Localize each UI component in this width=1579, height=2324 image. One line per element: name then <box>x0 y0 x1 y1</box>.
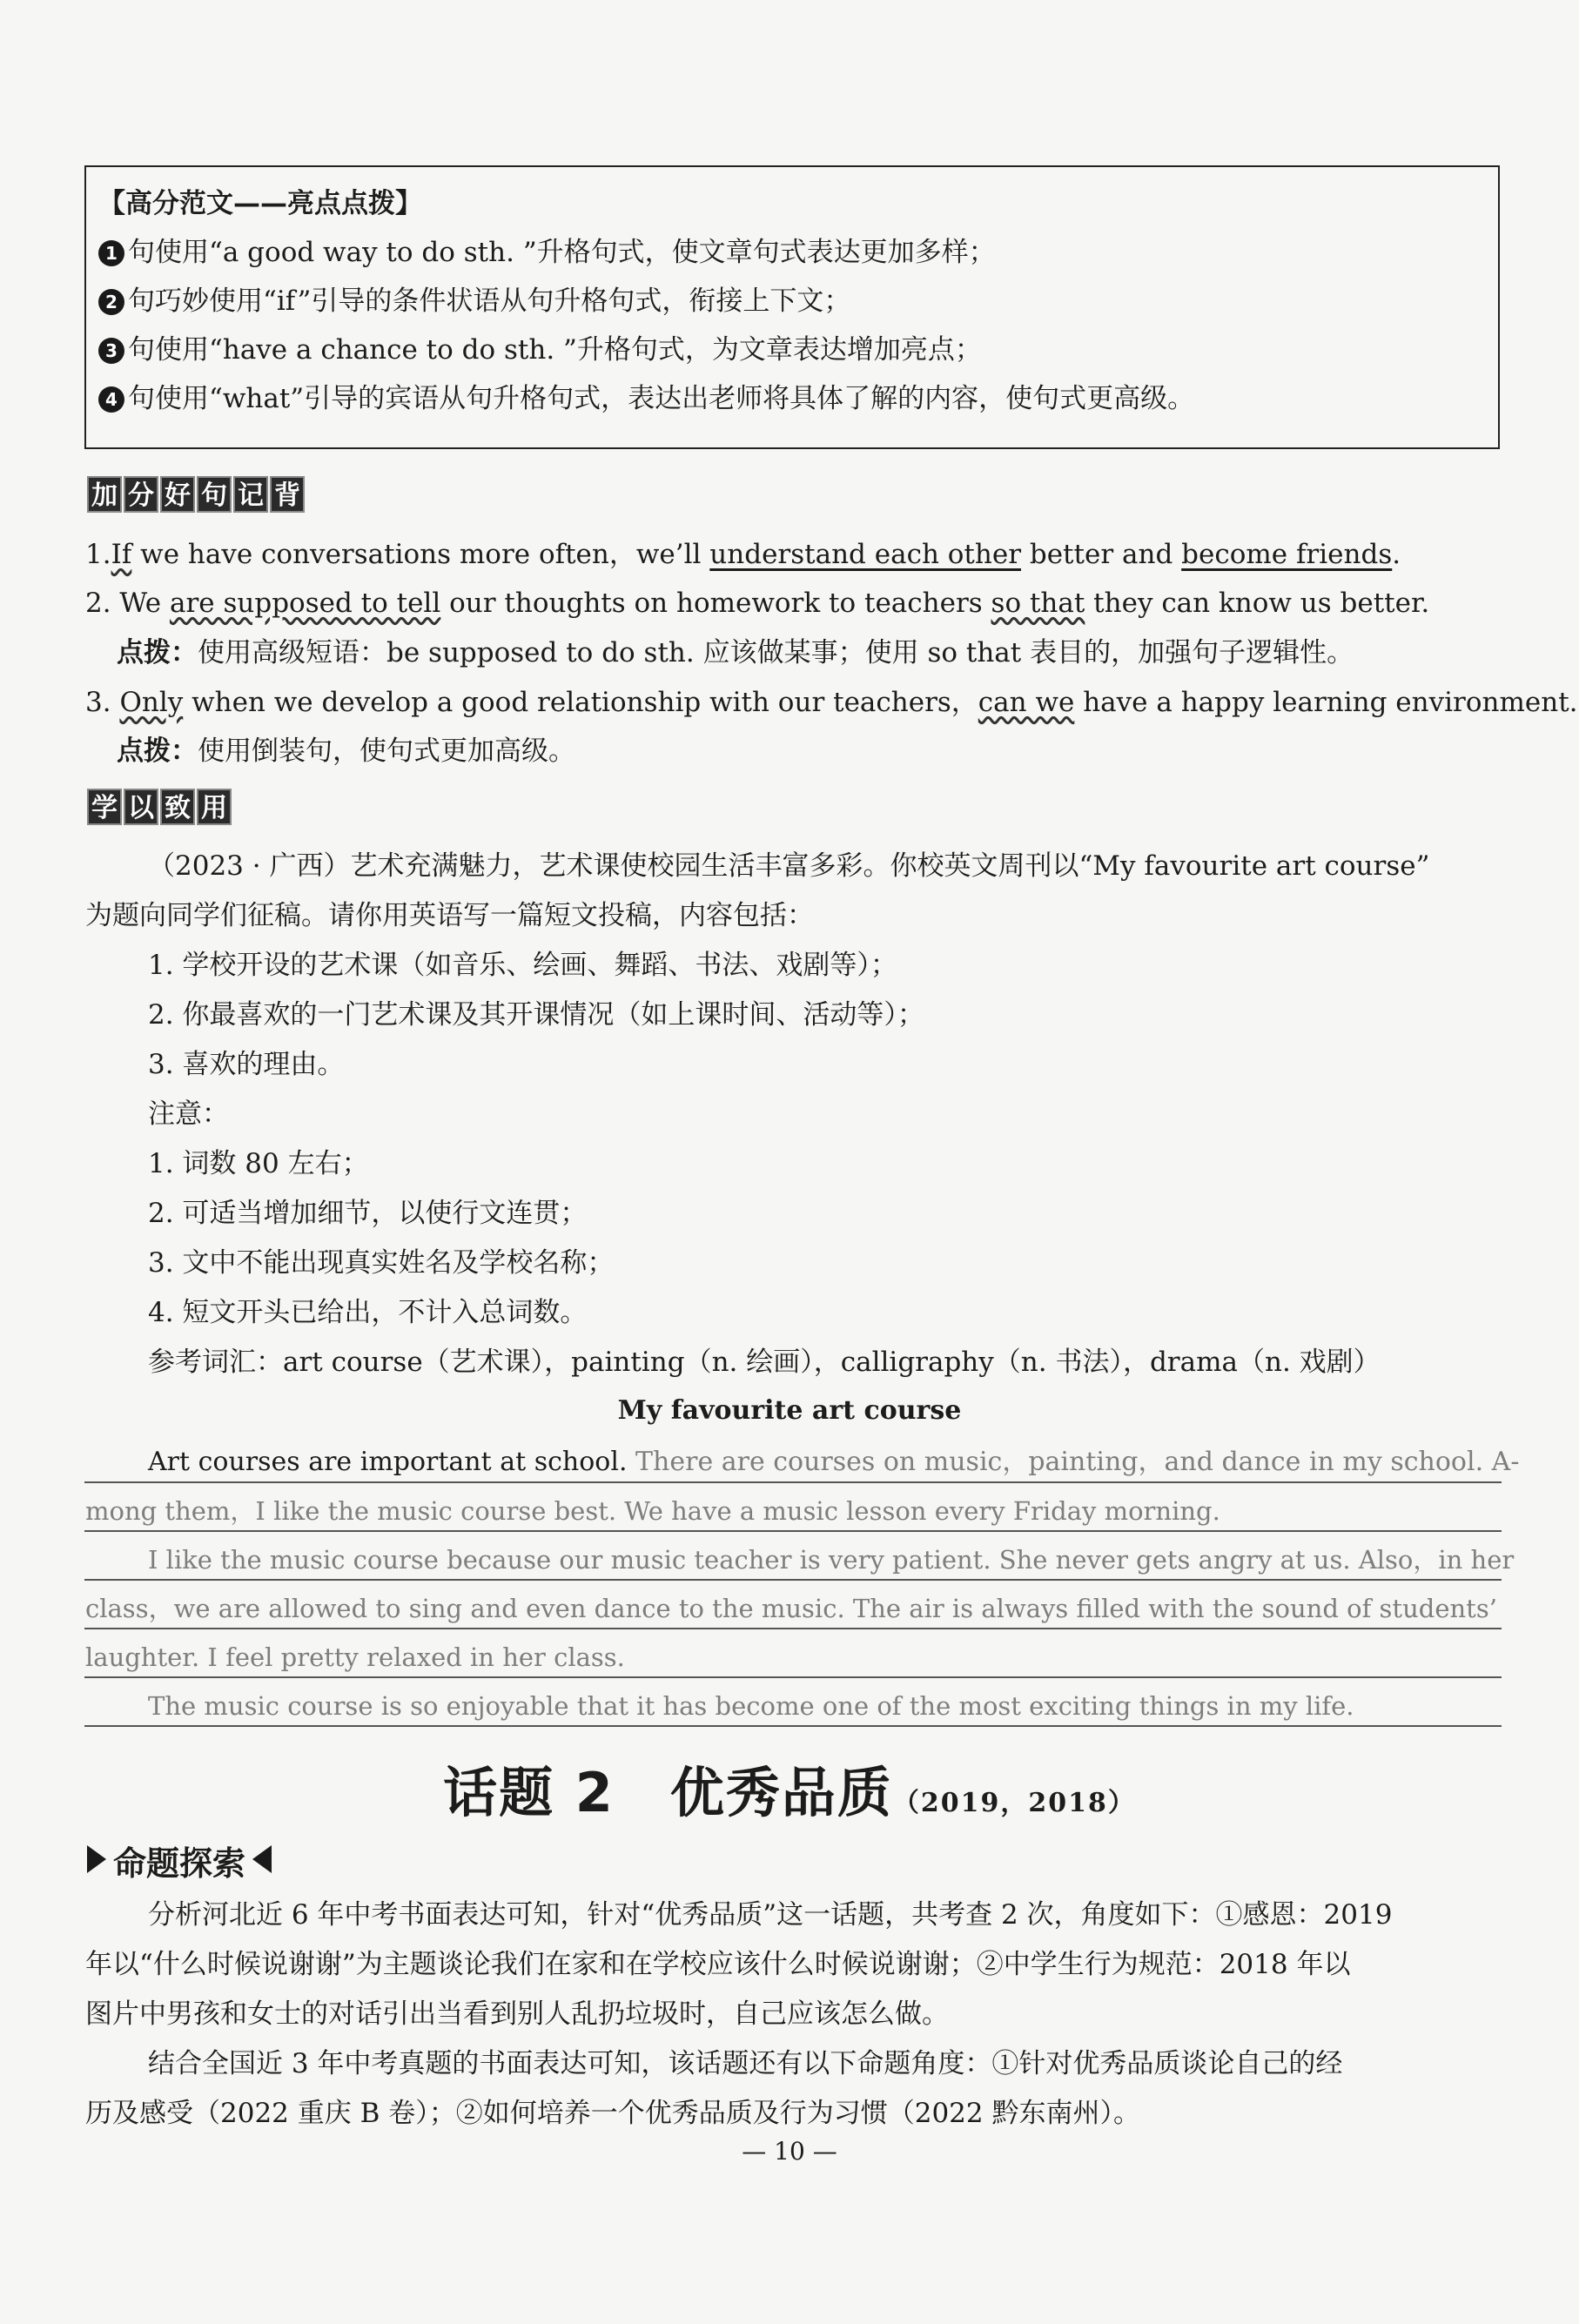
essay-line-4: class，we are allowed to sing and even dance to the music. The air is always filled with the sound of students’ <box>85 1594 1497 1623</box>
explore-paragraph-2-line: 结合全国近 3 年中考真题的书面表达可知，该话题还有以下命题角度：①针对优秀品质谈论自己的经 <box>148 2048 1343 2079</box>
page-number: — 10 — <box>742 2137 837 2166</box>
writing-line <box>84 1628 1502 1629</box>
essay-title: My favourite art course <box>617 1395 962 1426</box>
number-1-icon: 1 <box>98 240 124 266</box>
explore-paragraph-1-line: 年以“什么时候说谢谢”为主题谈论我们在家和在学校应该什么时候说谢谢；②中学生行为规范：2018 年以 <box>85 1949 1351 1980</box>
practice-item: 3. 喜欢的理由。 <box>148 1049 345 1080</box>
topic-title: 话题 2 优秀品质（2019，2018） <box>443 1761 1136 1824</box>
topic-years: （2019，2018） <box>892 1788 1136 1818</box>
explore-paragraph-1-line: 图片中男孩和女士的对话引出当看到别人乱扔垃圾时，自己应该怎么做。 <box>85 1998 949 2030</box>
practice-item: 1. 词数 80 左右； <box>148 1148 369 1179</box>
practice-note-label: 注意： <box>148 1098 229 1130</box>
good-sentence-2-tip: 点拨：使用高级短语：be supposed to do sth. 应该做某事；使用 so that 表目的，加强句子逻辑性。 <box>117 637 1354 668</box>
writing-line <box>84 1579 1502 1581</box>
practice-item: 2. 你最喜欢的一门艺术课及其开课情况（如上课时间、活动等）； <box>148 999 924 1031</box>
essay-line-1: Art courses are important at school. There are courses on music，painting，and dance in my school. A- <box>148 1447 1520 1477</box>
good-sentence-2: 2. We are supposed to tell our thoughts on homework to teachers so that they can know us better. <box>85 588 1430 619</box>
triangle-right-icon <box>87 1845 106 1873</box>
practice-vocab: 参考词汇：art course（艺术课），painting（n. 绘画），calligraphy（n. 书法），drama（n. 戏剧） <box>148 1347 1381 1378</box>
practice-prompt-line-1: （2023 · 广西）艺术充满魅力，艺术课使校园生活丰富多彩。你校英文周刊以“My favourite art course” <box>148 850 1430 882</box>
writing-line <box>84 1725 1502 1727</box>
tip-item-1: 1 句使用“a good way to do sth. ”升格句式，使文章句式表达更加多样； <box>98 235 996 270</box>
good-sentences-header: 加 分 好 句 记 背 <box>87 476 305 513</box>
writing-line <box>84 1530 1502 1532</box>
tip-item-4: 4 句使用“what”引导的宾语从句升格句式，表达出老师将具体了解的内容，使句式更高级。 <box>98 381 1194 416</box>
practice-item: 4. 短文开头已给出，不计入总词数。 <box>148 1297 588 1328</box>
good-sentence-1: 1.If we have conversations more often，we’ll understand each other better and become friends. <box>85 539 1401 570</box>
triangle-left-icon <box>252 1845 272 1873</box>
tip-item-2: 2 句巧妙使用“if”引导的条件状语从句升格句式，衔接上下文； <box>98 284 850 319</box>
practice-item: 1. 学校开设的艺术课（如音乐、绘画、舞蹈、书法、戏剧等）； <box>148 950 897 981</box>
explore-paragraph-2-line: 历及感受（2022 重庆 B 卷）；②如何培养一个优秀品质及行为习惯（2022 黔东南州）。 <box>85 2098 1140 2129</box>
practice-header: 学 以 致 用 <box>87 789 232 825</box>
essay-line-5: laughter. I feel pretty relaxed in her class. <box>85 1642 625 1672</box>
essay-line-6: The music course is so enjoyable that it has become one of the most exciting things in my life. <box>148 1691 1354 1721</box>
practice-item: 2. 可适当增加细节，以使行文连贯； <box>148 1198 588 1229</box>
number-3-icon: 3 <box>98 338 124 364</box>
tip-item-3: 3 句使用“have a chance to do sth. ”升格句式，为文章表达增加亮点； <box>98 332 982 367</box>
number-4-icon: 4 <box>98 386 124 413</box>
writing-line <box>84 1481 1502 1483</box>
practice-prompt-line-2: 为题向同学们征稿。请你用英语写一篇短文投稿，内容包括： <box>85 900 814 931</box>
good-sentence-3: 3. Only when we develop a good relationship with our teachers，can we have a happy learning environment. <box>85 687 1578 718</box>
essay-line-3: I like the music course because our music teacher is very patient. She never gets angry at us. Also，in her <box>148 1545 1515 1575</box>
good-sentence-3-tip: 点拨：使用倒装句，使句式更加高级。 <box>117 735 575 767</box>
writing-line <box>84 1676 1502 1678</box>
tips-title: 【高分范文——亮点点拨】 <box>98 188 422 219</box>
highlight-tips-box <box>84 165 1500 449</box>
practice-item: 3. 文中不能出现真实姓名及学校名称； <box>148 1247 615 1279</box>
explore-paragraph-1-line: 分析河北近 6 年中考书面表达可知，针对“优秀品质”这一话题，共考查 2 次，角度如下：①感恩：2019 <box>148 1899 1393 1931</box>
essay-line-2: mong them，I like the music course best. We have a music lesson every Friday morning. <box>85 1496 1220 1526</box>
number-2-icon: 2 <box>98 289 124 315</box>
explore-heading: 命题探索 <box>87 1837 272 1884</box>
